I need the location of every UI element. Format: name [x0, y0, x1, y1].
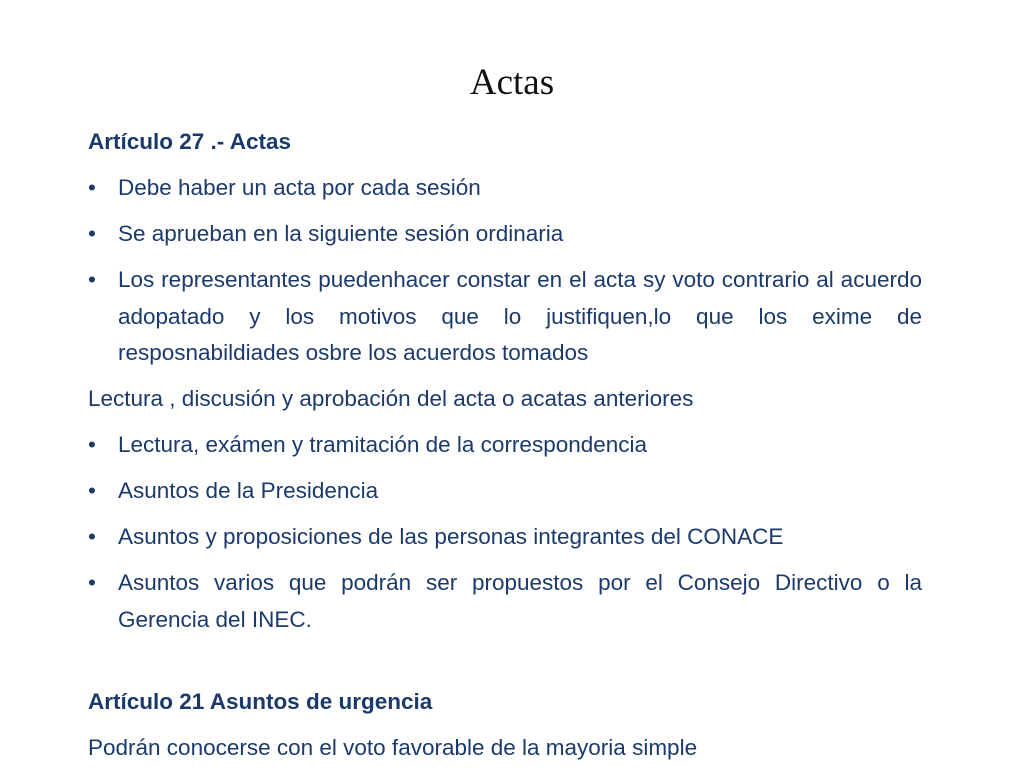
- bullet-text: Asuntos varios que podrán ser propuestos por el Consejo Directivo o la Gerencia del INEC.: [118, 570, 922, 632]
- bullet-item: [88, 216, 922, 253]
- bullet-text: Los representantes puedenhacer constar en el acta sy voto contrario al acuerdo adopatado y los motivos que lo justifiquen,lo que los exime de resposnabildiades osbre los acuerdos tomados: [118, 267, 922, 365]
- spacer: [88, 648, 922, 684]
- bullet-icon: •: [88, 267, 96, 292]
- slide-content: [88, 124, 922, 776]
- article-21-heading: Artículo 21 Asuntos de urgencia: [88, 688, 433, 714]
- bullet-icon: •: [88, 221, 96, 246]
- bullet-item: [88, 519, 922, 556]
- bullet-icon: •: [88, 175, 96, 200]
- bullet-text: Lectura, exámen y tramitación de la correspondencia: [118, 432, 648, 457]
- article-21-text: Podrán conocerse con el voto favorable de la mayoria simple: [88, 734, 698, 760]
- bullet-item: [88, 170, 922, 207]
- bullet-item: [88, 565, 922, 638]
- bullet-item: [88, 427, 922, 464]
- bullet-text: Debe haber un acta por cada sesión: [118, 175, 481, 200]
- bullet-icon: •: [88, 570, 96, 595]
- bullet-icon: •: [88, 432, 96, 457]
- bullet-text: Asuntos de la Presidencia: [118, 478, 379, 503]
- bullet-item: [88, 262, 922, 372]
- bullet-item: [88, 473, 922, 510]
- bullet-text: Se aprueban en la siguiente sesión ordinaria: [118, 221, 564, 246]
- agenda-intro: Lectura , discusión y aprobación del acta o acatas anteriores: [88, 386, 694, 411]
- bullet-text: Asuntos y proposiciones de las personas integrantes del CONACE: [118, 524, 784, 549]
- bullet-icon: •: [88, 478, 96, 503]
- bullet-icon: •: [88, 524, 96, 549]
- slide-title: Actas: [469, 62, 555, 103]
- article-27-heading: Artículo 27 .- Actas: [88, 129, 291, 154]
